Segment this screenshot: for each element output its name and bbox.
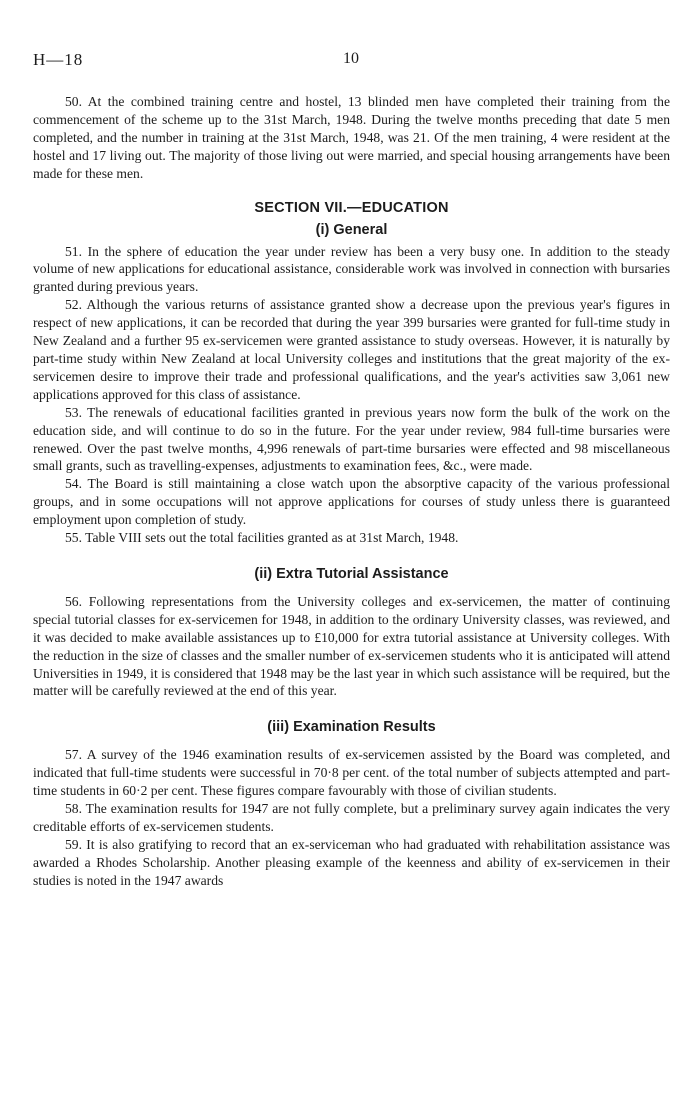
subsection-heading-general: (i) General <box>315 221 388 238</box>
paragraph-50: 50. At the combined training centre and hostel, 13 blinded men have completed their training from the commencement of the scheme up to the 31st March, 1948. During the twelve months preceding that date 5 men completed, and the number in training at the 31st March, 1948, was 21. Of the men training, 4 were resident at the hostel and 17 living out. The majority of those living out were married, and special housing arrangements have been made for these men. <box>33 94 670 181</box>
paragraph-51: 51. In the sphere of education the year under review has been a very busy one. In addition to the steady volume of new applications for educational assistance, considerable work was involved in connection with bursaries granted during previous years. <box>33 243 670 295</box>
page-number: 10 <box>343 50 359 67</box>
document-reference: H—18 <box>33 50 84 69</box>
paragraph-59: 59. It is also gratifying to record that an ex-serviceman who had graduated with rehabilitation assistance was awarded a Rhodes Scholarship. Another pleasing example of the keenness and ability of ex-servicemen in their studies is noted in the 1947 awards <box>33 836 670 888</box>
paragraph-57: 57. A survey of the 1946 examination results of ex-servicemen assisted by the Board was completed, and indicated that full-time students were successful in 70·8 per cent. of the total number of subjects attempted and part-time students in 60·2 per cent. These figures compare favourably with those of civilian students. <box>33 747 670 799</box>
document-body <box>33 93 670 890</box>
subsection-heading-tutorial: (ii) Extra Tutorial Assistance <box>254 565 449 582</box>
paragraph-58: 58. The examination results for 1947 are not fully complete, but a preliminary survey again indicates the very creditable efforts of ex-servicemen students. <box>33 801 670 834</box>
paragraph-55: 55. Table VIII sets out the total facilities granted as at 31st March, 1948. <box>65 530 459 546</box>
document-page <box>33 0 670 888</box>
subsection-heading-exam: (iii) Examination Results <box>267 719 436 736</box>
page-header <box>33 0 670 69</box>
paragraph-56: 56. Following representations from the University colleges and ex-servicemen, the matter of continuing special tutorial classes for ex-servicemen for 1948, in addition to the ordinary University classes, was reviewed, and it was decided to make available assistances up to £10,000 for extra tutorial assistance at University colleges. With the reduction in the size of classes and the smaller number of ex-servicemen students who it is anticipated will attend Universities in 1949, it is considered that 1948 may be the last year in which such assistance will be required, but the matter will be carefully reviewed at the end of this year. <box>33 593 670 699</box>
paragraph-53: 53. The renewals of educational facilities granted in previous years now form the bulk of the work on the education side, and will continue to do so in the future. For the year under review, 984 full-time bursaries were renewed. Over the past twelve months, 4,996 renewals of part-time bursaries were effected and 98 miscellaneous small grants, such as travelling-expenses, adjustments to examination fees, &c., were made. <box>33 404 670 474</box>
section-heading: SECTION VII.—EDUCATION <box>254 199 449 216</box>
paragraph-54: 54. The Board is still maintaining a close watch upon the absorptive capacity of the various professional groups, and in some occupations will not approve applications for courses of study unless there is guaranteed employment upon completion of study. <box>33 476 670 528</box>
paragraph-52: 52. Although the various returns of assistance granted show a decrease upon the previous year's figures in respect of new applications, it can be recorded that during the year 399 bursaries were granted for full-time study in New Zealand and a further 95 ex-servicemen were granted assistance to study overseas. However, it is naturally by part-time study within New Zealand at local University colleges and institutions that the great majority of the ex-servicemen desire to improve their trade and professional qualifications, and the year's activities saw 3,061 new applications approved for this class of assistance. <box>33 297 670 402</box>
